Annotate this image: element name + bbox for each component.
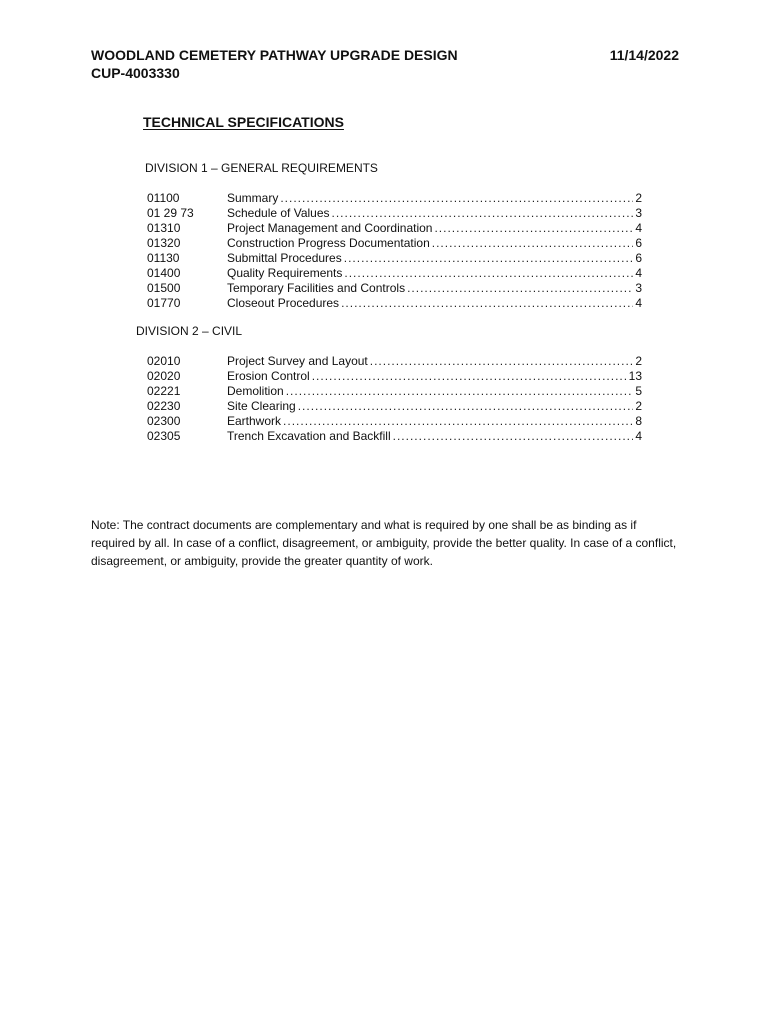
division-2-toc	[147, 354, 642, 444]
dot-leader	[344, 251, 634, 266]
spec-number: 01 29 73	[147, 206, 194, 220]
toc-row	[147, 369, 642, 384]
page-number: 6	[635, 251, 642, 265]
toc-row	[147, 206, 642, 221]
spec-title: Trench Excavation and Backfill	[227, 429, 391, 443]
spec-number: 01500	[147, 281, 181, 295]
page-number: 13	[628, 369, 642, 383]
dot-leader	[283, 414, 633, 429]
toc-row	[147, 266, 642, 281]
toc-row	[147, 221, 642, 236]
dot-leader	[286, 384, 634, 399]
spec-title: Schedule of Values	[227, 206, 330, 220]
spec-number: 02010	[147, 354, 181, 368]
division-1-heading: DIVISION 1 – GENERAL REQUIREMENTS	[145, 161, 378, 175]
document-title: WOODLAND CEMETERY PATHWAY UPGRADE DESIGN	[91, 47, 458, 63]
dot-leader	[407, 281, 633, 296]
toc-row	[147, 296, 642, 311]
dot-leader	[344, 266, 633, 281]
page-number: 6	[635, 236, 642, 250]
page-number: 2	[635, 354, 642, 368]
spec-number: 01320	[147, 236, 181, 250]
toc-row	[147, 251, 642, 266]
section-title: TECHNICAL SPECIFICATIONS	[143, 114, 344, 130]
spec-title: Summary	[227, 191, 279, 205]
division-2-heading: DIVISION 2 – CIVIL	[136, 324, 243, 338]
project-code: CUP-4003330	[91, 65, 180, 81]
spec-title: Earthwork	[227, 414, 282, 428]
dot-leader	[332, 206, 634, 221]
spec-number: 01130	[147, 251, 180, 265]
dot-leader	[434, 221, 633, 236]
page-number: 4	[635, 221, 642, 235]
page-number: 8	[635, 414, 642, 428]
toc-row	[147, 384, 642, 399]
spec-title: Construction Progress Documentation	[227, 236, 430, 250]
document-date: 11/14/2022	[609, 47, 679, 63]
note-paragraph: Note: The contract documents are complementary and what is required by one shall be as binding as if required by all. In case of a conflict, disagreement, or ambiguity, provide the better quality. In case of a conflict, disagreement, or ambiguity, provide the greater quantity of work.	[91, 518, 677, 568]
spec-number: 01770	[147, 296, 181, 310]
spec-title: Project Management and Coordination	[227, 221, 433, 235]
page-number: 4	[635, 429, 642, 443]
spec-number: 01310	[147, 221, 181, 235]
spec-title: Submittal Procedures	[227, 251, 342, 265]
division-1-toc	[147, 191, 642, 311]
spec-title: Closeout Procedures	[227, 296, 340, 310]
page-number: 4	[635, 296, 642, 310]
spec-number: 02305	[147, 429, 181, 443]
page-number: 2	[635, 399, 642, 413]
page-number: 3	[635, 206, 642, 220]
toc-row	[147, 236, 642, 251]
dot-leader	[393, 429, 634, 444]
dot-leader	[370, 354, 634, 369]
toc-row	[147, 399, 642, 414]
spec-title: Project Survey and Layout	[227, 354, 368, 368]
spec-title: Demolition	[227, 384, 284, 398]
spec-number: 02221	[147, 384, 181, 398]
dot-leader	[341, 296, 633, 311]
toc-row	[147, 281, 642, 296]
spec-title: Erosion Control	[227, 369, 310, 383]
spec-title: Temporary Facilities and Controls	[227, 281, 406, 295]
spec-number: 01100	[147, 191, 180, 205]
page-number: 4	[635, 266, 642, 280]
page-number: 2	[635, 191, 642, 205]
spec-number: 02300	[147, 414, 181, 428]
spec-number: 02230	[147, 399, 181, 413]
spec-number: 01400	[147, 266, 181, 280]
spec-title: Quality Requirements	[227, 266, 343, 280]
spec-title: Site Clearing	[227, 399, 296, 413]
spec-number: 02020	[147, 369, 181, 383]
dot-leader	[280, 191, 633, 206]
toc-row	[147, 191, 642, 206]
dot-leader	[312, 369, 627, 384]
page-number: 3	[635, 281, 642, 295]
page-number: 5	[635, 384, 642, 398]
dot-leader	[432, 236, 634, 251]
toc-row	[147, 354, 642, 369]
toc-row	[147, 414, 642, 429]
toc-row	[147, 429, 642, 444]
dot-leader	[298, 399, 634, 414]
